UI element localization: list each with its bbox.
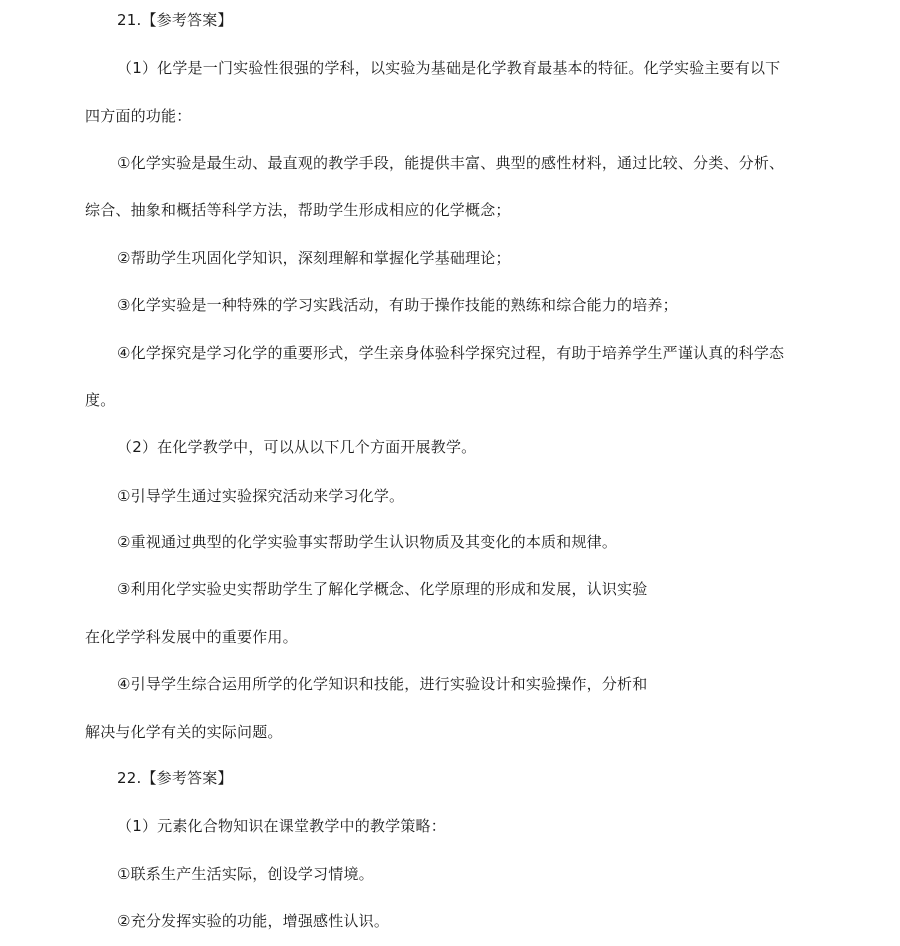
paragraph-line: 四方面的功能： — [85, 107, 192, 125]
list-item-line: 在化学学科发展中的重要作用。 — [85, 628, 298, 646]
list-item-line: 综合、抽象和概括等科学方法，帮助学生形成相应的化学概念； — [85, 201, 511, 219]
list-item-line: 度。 — [85, 391, 116, 409]
paragraph-line: （1）化学是一门实验性很强的学科，以实验为基础是化学教育最基本的特征。化学实验主要有以下 — [117, 59, 781, 77]
paragraph-line: （2）在化学教学中，可以从以下几个方面开展教学。 — [117, 438, 477, 456]
list-item-line: ①引导学生通过实验探究活动来学习化学。 — [117, 487, 405, 505]
list-item-line: ④化学探究是学习化学的重要形式，学生亲身体验科学探究过程，有助于培养学生严谨认真的科学态 — [117, 344, 785, 362]
list-item-line: ③化学实验是一种特殊的学习实践活动，有助于操作技能的熟练和综合能力的培养； — [117, 296, 678, 314]
answer-heading-22: 22.【参考答案】 — [117, 769, 233, 787]
list-item-line: ④引导学生综合运用所学的化学知识和技能，进行实验设计和实验操作，分析和 — [117, 675, 648, 693]
list-item-line: 解决与化学有关的实际问题。 — [85, 723, 283, 741]
list-item-line: ①化学实验是最生动、最直观的教学手段，能提供丰富、典型的感性材料，通过比较、分类、分析、 — [117, 154, 785, 172]
list-item-line: ②充分发挥实验的功能，增强感性认识。 — [117, 912, 390, 930]
list-item-line: ②重视通过典型的化学实验事实帮助学生认识物质及其变化的本质和规律。 — [117, 533, 618, 551]
list-item-line: ①联系生产生活实际，创设学习情境。 — [117, 865, 374, 883]
answer-heading-21: 21.【参考答案】 — [117, 11, 233, 29]
paragraph-line: （1）元素化合物知识在课堂教学中的教学策略： — [117, 817, 446, 835]
list-item-line: ③利用化学实验史实帮助学生了解化学概念、化学原理的形成和发展，认识实验 — [117, 580, 648, 598]
list-item-line: ②帮助学生巩固化学知识，深刻理解和掌握化学基础理论； — [117, 249, 511, 267]
